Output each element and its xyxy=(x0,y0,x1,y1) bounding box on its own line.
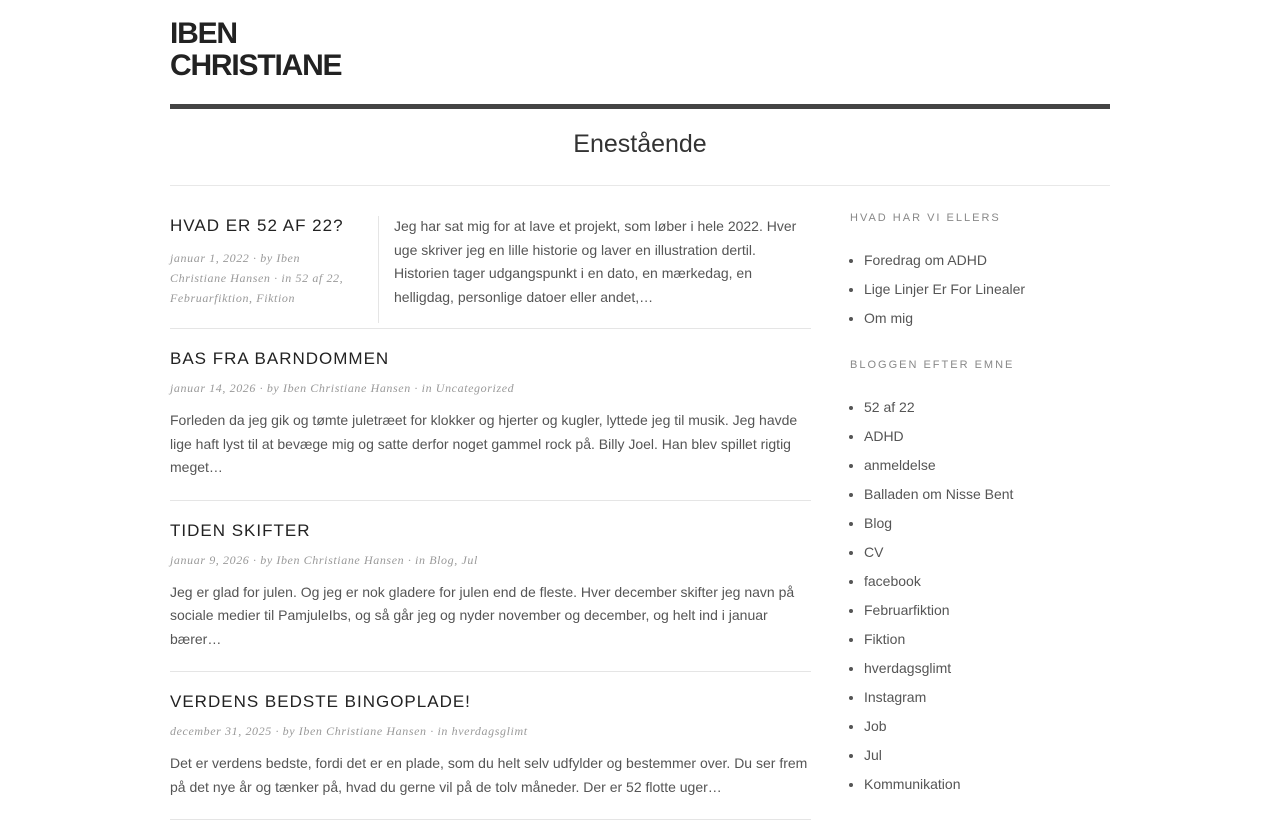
post-author-link[interactable]: Iben Christiane Hansen xyxy=(276,552,405,567)
post-meta: december 31, 2025 · by Iben Christiane Hansen · in hverdagsglimt xyxy=(170,724,528,738)
post-categories-links[interactable]: hverdagsglimt xyxy=(451,724,528,738)
list-item xyxy=(864,567,1110,596)
post-categories-links[interactable]: Uncategorized xyxy=(435,381,515,395)
post-item xyxy=(170,672,811,820)
category-link[interactable]: anmeldelse xyxy=(864,457,936,473)
widget-pages xyxy=(850,212,1110,333)
list-item xyxy=(864,480,1110,509)
post-meta: januar 9, 2026 · by Iben Christiane Hansen · in Blog, Jul xyxy=(170,552,478,567)
post-by-label: by xyxy=(260,552,273,567)
post-by-label: by xyxy=(266,381,280,395)
category-link[interactable]: hverdagsglimt xyxy=(864,660,952,676)
header-divider xyxy=(170,104,1110,109)
category-link[interactable]: Instagram xyxy=(864,689,927,705)
post-date: december 31, 2025 xyxy=(170,724,272,738)
list-item xyxy=(864,304,1110,333)
post-excerpt: Jeg har sat mig for at lave et projekt, som løber i hele 2022. Hver uge skriver jeg en lille historie og laver en illustration dertil. Historien tager udgangspunkt i en dato, en mærkedag, en helligdag, personlige datoer eller andet,… xyxy=(394,218,797,305)
list-item xyxy=(864,596,1110,625)
post-date: januar 9, 2026 xyxy=(170,552,250,567)
page-link-foredrag[interactable]: Foredrag om ADHD xyxy=(864,252,987,268)
widget-list xyxy=(850,246,1110,333)
post-in-label: in xyxy=(281,271,292,285)
widget-title: BLOGGEN EFTER EMNE xyxy=(850,359,1015,371)
list-item xyxy=(864,654,1110,683)
post-title-link[interactable]: TIDEN SKIFTER xyxy=(170,520,311,540)
post-author-link[interactable]: Iben Christiane Hansen xyxy=(298,724,427,738)
widget-list xyxy=(850,393,1110,799)
widget-title: HVAD HAR VI ELLERS xyxy=(850,212,1001,224)
post-header xyxy=(170,216,360,308)
post-excerpt-col xyxy=(394,215,814,309)
category-link[interactable]: Jul xyxy=(864,747,882,763)
archive-divider xyxy=(170,185,1110,186)
post-list xyxy=(170,210,811,820)
category-link[interactable]: Blog xyxy=(864,515,893,531)
post-item xyxy=(170,501,811,673)
list-item xyxy=(864,275,1110,304)
post-in-label: in xyxy=(415,552,426,567)
post-excerpt: Forleden da jeg gik og tømte juletræet for klokker og hjerter og kugler, lyttede jeg til musik. Jeg havde lige haft lyst til at bevæge mig og satte derfor noget gammel rock på. Billy Joel. Han blev spillet rigtig meget… xyxy=(170,412,798,475)
post-in-label: in xyxy=(437,724,449,738)
list-item xyxy=(864,712,1110,741)
category-link[interactable]: ADHD xyxy=(864,428,904,444)
site-title-link[interactable]: IBEN CHRISTIANE xyxy=(170,17,342,82)
post-categories-links[interactable]: 52 af 22, Februarfiktion, Fiktion xyxy=(170,271,344,305)
list-item xyxy=(864,246,1110,275)
post-title-link[interactable]: VERDENS BEDSTE BINGOPLADE! xyxy=(170,692,471,711)
list-item xyxy=(864,770,1110,799)
list-item xyxy=(864,393,1110,422)
list-item xyxy=(864,741,1110,770)
list-item xyxy=(864,538,1110,567)
post-excerpt: Jeg er glad for julen. Og jeg er nok gladere for julen end de fleste. Hver december skifter jeg navn på sociale medier til PamjuleIbs, og så går jeg og nyder november og december, og helt ind i januar bærer… xyxy=(170,583,795,647)
category-link[interactable]: Fiktion xyxy=(864,631,906,647)
page-link-om-mig[interactable]: Om mig xyxy=(864,310,913,326)
list-item xyxy=(864,509,1110,538)
post-vertical-divider xyxy=(378,216,379,323)
category-link[interactable]: CV xyxy=(864,544,884,560)
list-item xyxy=(864,683,1110,712)
post-by-label: by xyxy=(260,251,273,265)
post-date: januar 14, 2026 xyxy=(170,381,257,395)
category-link[interactable]: Job xyxy=(864,718,887,734)
category-link[interactable]: Balladen om Nisse Bent xyxy=(864,486,1014,502)
post-item xyxy=(170,210,811,329)
category-link[interactable]: Kommunikation xyxy=(864,776,961,792)
post-item xyxy=(170,329,811,501)
list-item xyxy=(864,422,1110,451)
sidebar xyxy=(850,212,1110,799)
list-item xyxy=(864,451,1110,480)
post-in-label: in xyxy=(421,381,433,395)
widget-categories xyxy=(850,359,1110,799)
post-categories-links[interactable]: Blog, Jul xyxy=(429,552,478,567)
list-item xyxy=(864,625,1110,654)
category-link[interactable]: facebook xyxy=(864,573,921,589)
post-meta: januar 14, 2026 · by Iben Christiane Hansen · in Uncategorized xyxy=(170,381,515,395)
post-author-link[interactable]: Iben Christiane Hansen xyxy=(170,251,301,285)
post-date: januar 1, 2022 xyxy=(170,251,250,265)
post-title-link[interactable]: HVAD ER 52 AF 22? xyxy=(170,216,344,235)
page-link-lige-linjer[interactable]: Lige Linjer Er For Linealer xyxy=(864,281,1026,297)
post-by-label: by xyxy=(282,724,296,738)
archive-title: Enestående xyxy=(573,130,707,158)
post-author-link[interactable]: Iben Christiane Hansen xyxy=(282,381,411,395)
category-link[interactable]: Februarfiktion xyxy=(864,602,950,618)
category-link[interactable]: 52 af 22 xyxy=(864,399,915,415)
post-title-link[interactable]: BAS FRA BARNDOMMEN xyxy=(170,349,390,368)
post-excerpt: Det er verdens bedste, fordi det er en plade, som du helt selv udfylder og bestemmer over. Du ser frem på det nye år og tænker på, hvad du gerne vil på de tolv måneder. Der er 52 flotte uger… xyxy=(170,755,808,795)
post-meta: januar 1, 2022 · by Iben Christiane Hansen · in 52 af 22, Februarfiktion, Fiktion xyxy=(170,251,344,305)
